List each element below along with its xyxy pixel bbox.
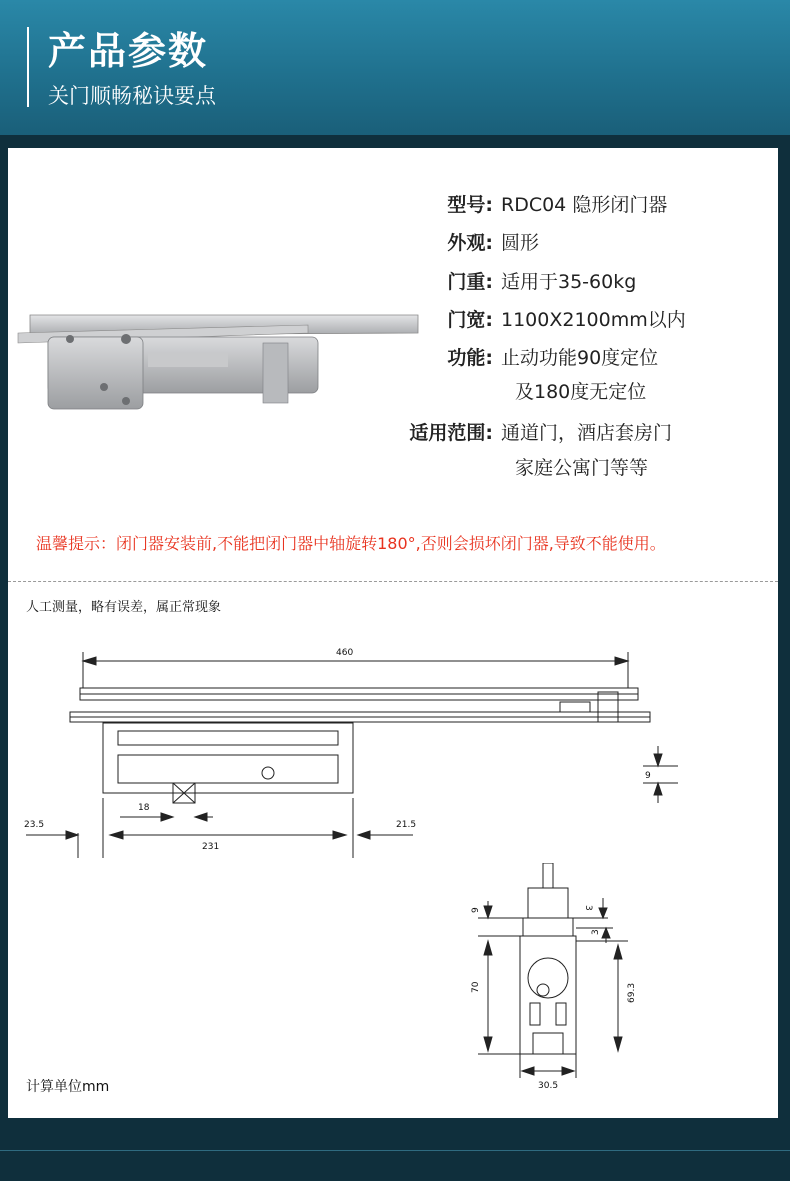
spec-label: 适用范围:	[409, 422, 493, 444]
spec-value: 家庭公寓门等等	[515, 457, 649, 479]
header-banner	[0, 0, 790, 135]
dim-body: 231	[202, 842, 220, 852]
dim-left-offset: 23.5	[24, 820, 45, 830]
header-accent-bar	[27, 27, 29, 107]
dim-length: 460	[336, 648, 354, 658]
footer-band	[0, 1150, 790, 1181]
dim-side-mid: 3	[591, 929, 601, 935]
spec-value: 圆形	[501, 232, 540, 254]
dim-gap: 9	[471, 907, 481, 913]
spec-value: 适用于35-60kg	[501, 271, 637, 293]
side-view-drawing	[8, 628, 778, 858]
spec-label: 门重:	[447, 271, 493, 293]
dim-height: 70	[471, 981, 481, 993]
measurement-note: 人工测量，略有误差，属正常现象	[26, 600, 222, 615]
spec-label: 功能:	[447, 347, 493, 369]
dim-width: 30.5	[538, 1081, 559, 1091]
dim-side-top: 3	[583, 905, 593, 911]
warning-text: 温馨提示：闭门器安装前,不能把闭门器中轴旋转180°,否则会损坏闭门器,导致不能使用。	[36, 534, 666, 553]
spec-label: 外观:	[447, 232, 493, 254]
spec-value: 止动功能90度定位	[501, 347, 659, 369]
spec-label: 门宽:	[447, 309, 493, 331]
spec-label: 型号:	[447, 194, 493, 216]
dim-right-offset: 21.5	[396, 820, 417, 830]
end-view-drawing	[448, 863, 688, 1093]
unit-note: 计算单位mm	[26, 1079, 110, 1095]
dim-spindle: 18	[138, 803, 150, 813]
dim-top-height: 9	[645, 771, 651, 781]
page-title: 产品参数	[48, 29, 209, 73]
spec-value: 及180度无定位	[515, 381, 647, 403]
page-subtitle: 关门顺畅秘诀要点	[48, 84, 216, 108]
spec-value: 通道门，酒店套房门	[501, 422, 673, 444]
spec-value: 1100X2100mm以内	[501, 309, 686, 331]
spec-value: RDC04 隐形闭门器	[501, 194, 668, 216]
spec-panel	[8, 148, 778, 1118]
section-divider	[8, 581, 778, 582]
dim-height2: 69.3	[627, 982, 637, 1003]
